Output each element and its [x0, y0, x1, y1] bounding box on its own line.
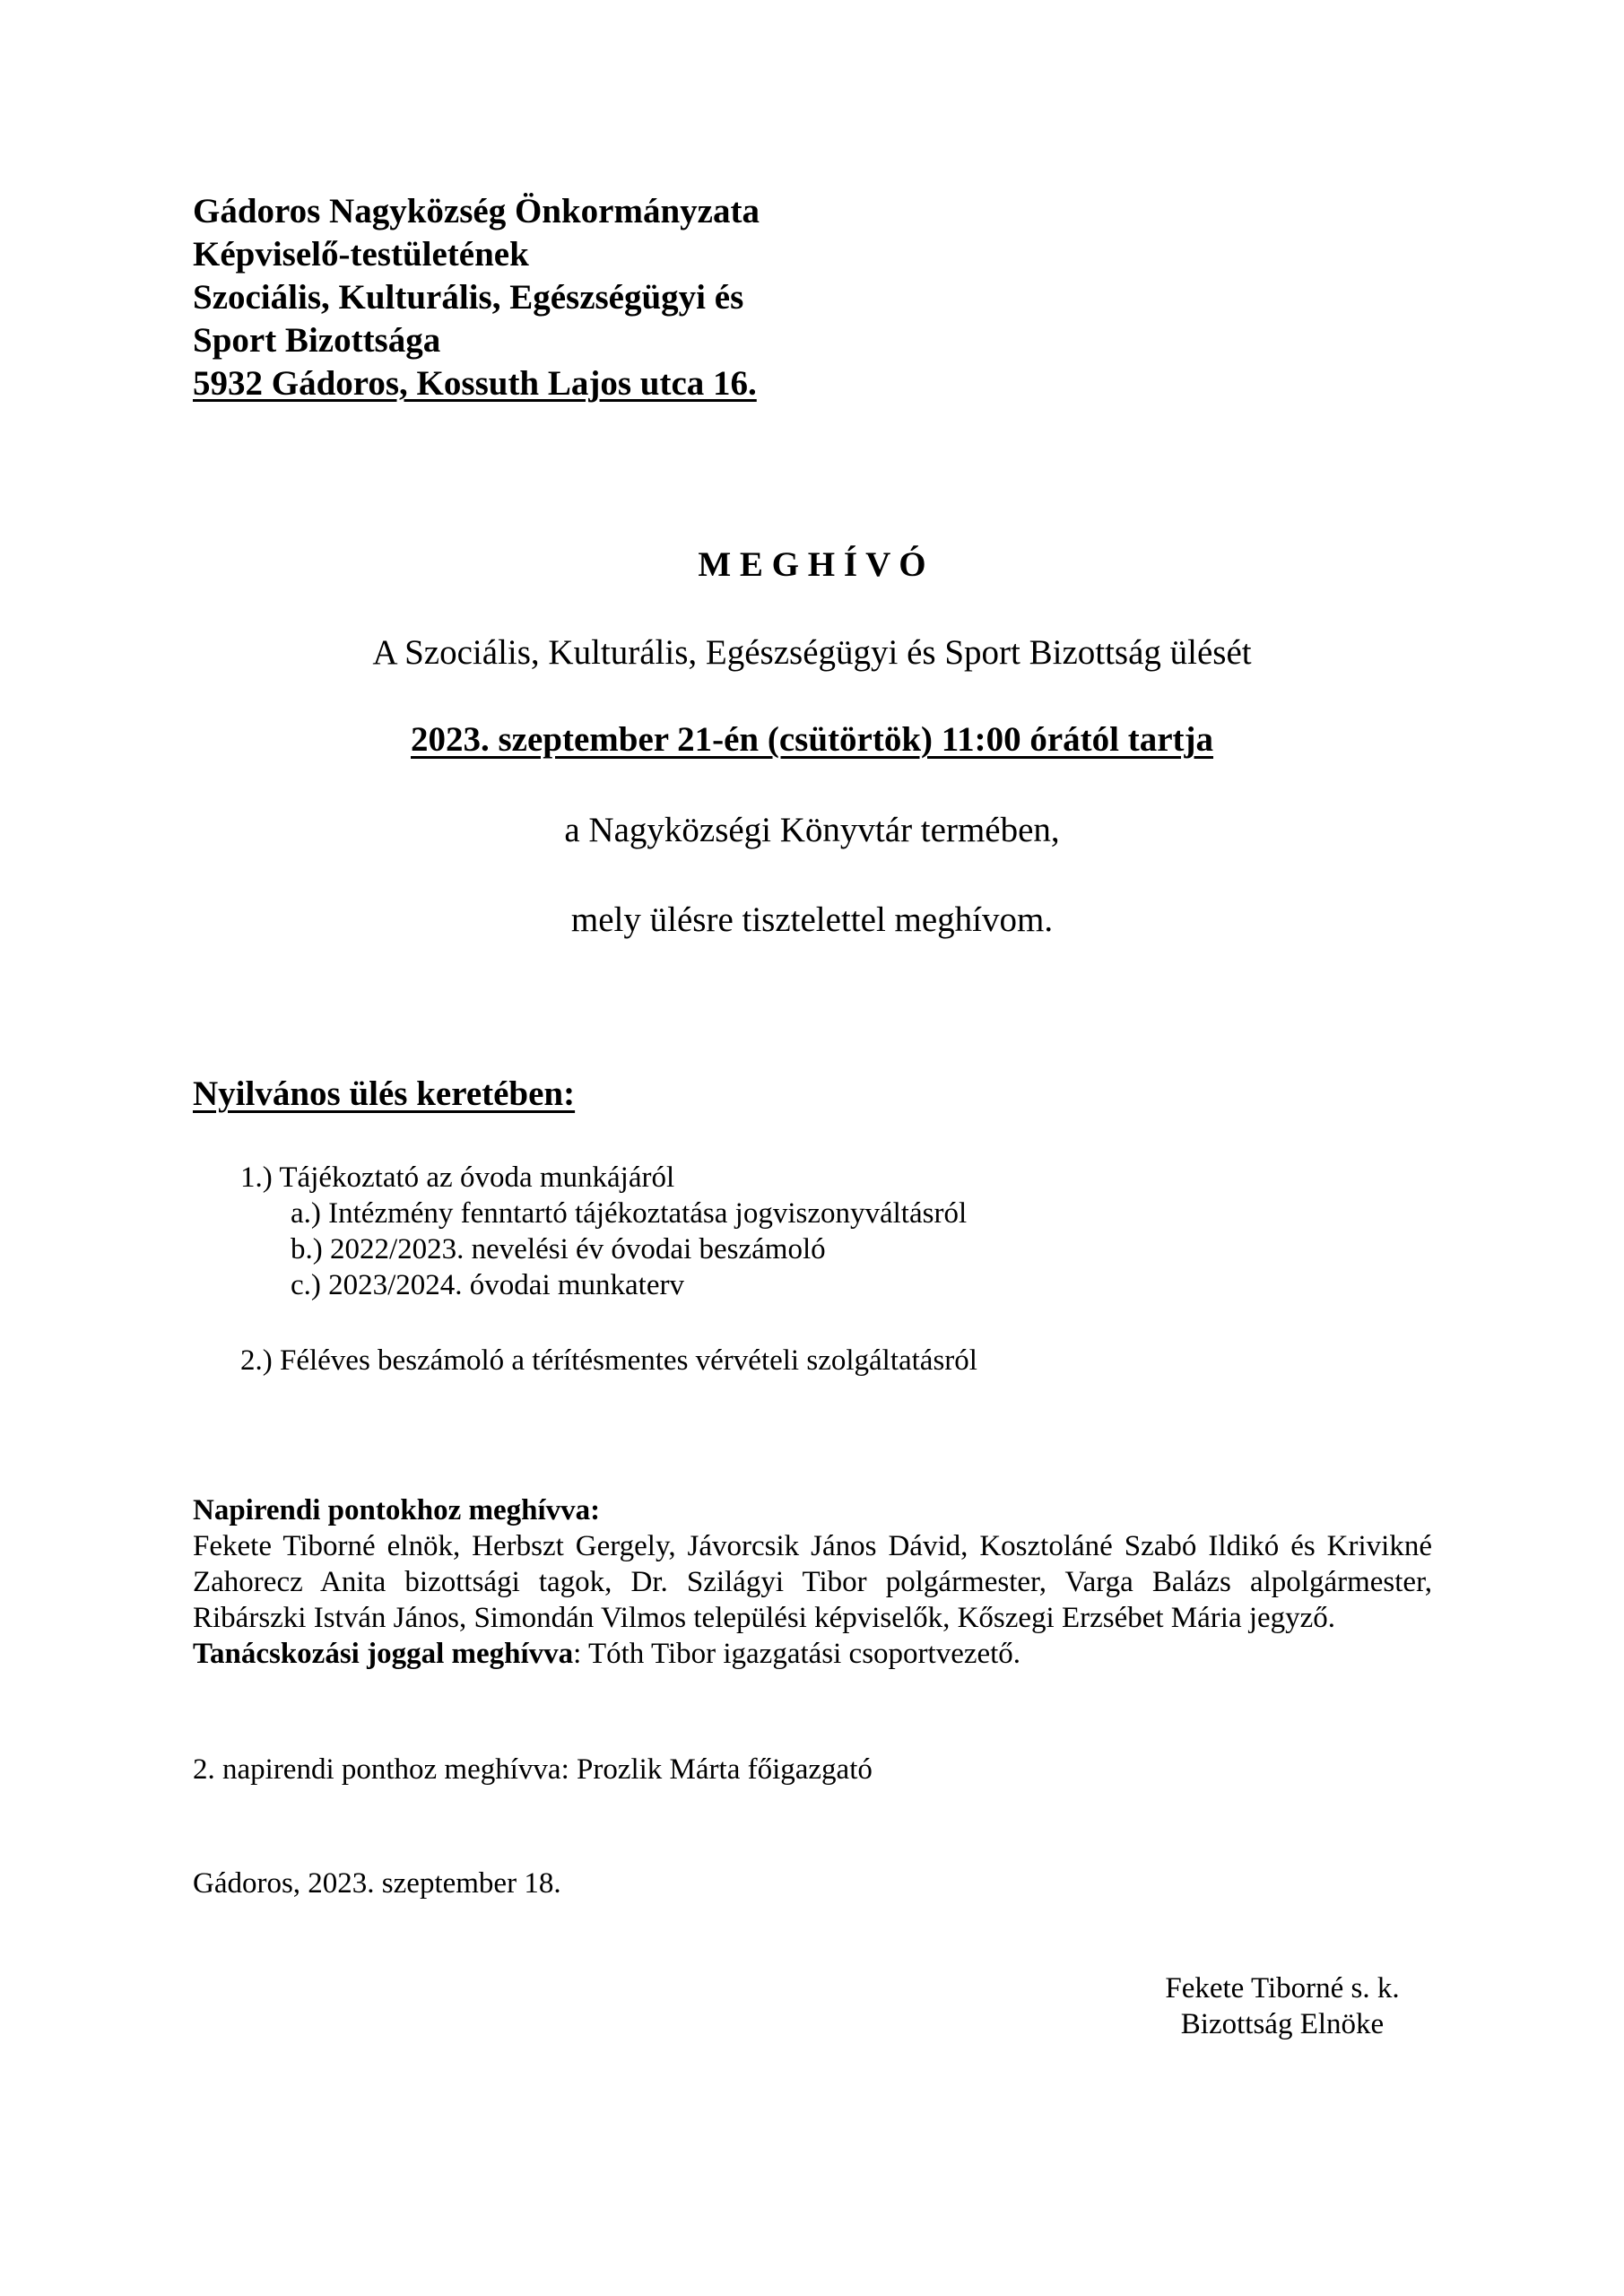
agenda-list — [240, 1160, 977, 1378]
invitation-closing-line: mely ülésre tisztelettel meghívom. — [570, 900, 1054, 939]
invited-heading: Napirendi pontokhoz meghívva: — [193, 1494, 601, 1526]
agenda-subitem-1a: a.) Intézmény fenntartó tájékoztatása jogviszonyváltásról — [291, 1197, 968, 1230]
advisory-invite-label: Tanácskozási joggal meghívva — [193, 1638, 574, 1670]
letterhead — [193, 190, 760, 405]
meeting-location-line: a Nagyközségi Könyvtár termében, — [564, 811, 1060, 849]
agenda-item-1: 1.) Tájékoztató az óvoda munkájáról — [240, 1161, 675, 1194]
letterhead-line-1: Gádoros Nagyközség Önkormányzata — [193, 192, 760, 230]
meeting-date-line: 2023. szeptember 21-én (csütörtök) 11:00 órától tartja — [411, 720, 1213, 759]
public-session-heading: Nyilvános ülés keretében: — [193, 1074, 576, 1113]
advisory-invite-text: : Tóth Tibor igazgatási csoportvezető. — [573, 1638, 1021, 1670]
document-title: M E G H Í V Ó — [698, 545, 926, 584]
letterhead-address: 5932 Gádoros, Kossuth Lajos utca 16. — [193, 364, 757, 403]
intro-line-1: A Szociális, Kulturális, Egészségügyi és Sport Bizottság ülését — [372, 633, 1252, 672]
letterhead-line-4: Sport Bizottsága — [193, 321, 441, 360]
agenda-subitem-1b: b.) 2022/2023. nevelési év óvodai beszámoló — [291, 1233, 826, 1265]
place-and-date: Gádoros, 2023. szeptember 18. — [193, 1867, 561, 1900]
signature-title: Bizottság Elnöke — [1180, 2008, 1385, 2040]
advisory-invite-line — [193, 1636, 1432, 1672]
signature-name: Fekete Tiborné s. k. — [1165, 1972, 1400, 2005]
invited-block — [193, 1492, 1432, 1672]
letterhead-line-2: Képviselő-testületének — [193, 235, 529, 274]
agenda-item-2: 2.) Féléves beszámoló a térítésmentes vérvételi szolgáltatásról — [240, 1344, 977, 1377]
item-2-invite-line: 2. napirendi ponthoz meghívva: Prozlik Márta főigazgató — [193, 1753, 873, 1786]
invited-list: Fekete Tiborné elnök, Herbszt Gergely, Jávorcsik János Dávid, Kosztoláné Szabó Ildikó és Krivikné Zahorecz Anita bizottsági tagok, Dr. Szilágyi Tibor polgármester, Varga Balázs alpolgármester, Ribárszki István János, Simondán Vilmos települési képviselők, Kőszegi Erzsébet Mária jegyző. — [193, 1530, 1432, 1634]
signature-block — [1130, 1970, 1435, 2042]
letterhead-line-3: Szociális, Kulturális, Egészségügyi és — [193, 278, 744, 317]
agenda-subitem-1c: c.) 2023/2024. óvodai munkaterv — [291, 1269, 684, 1301]
